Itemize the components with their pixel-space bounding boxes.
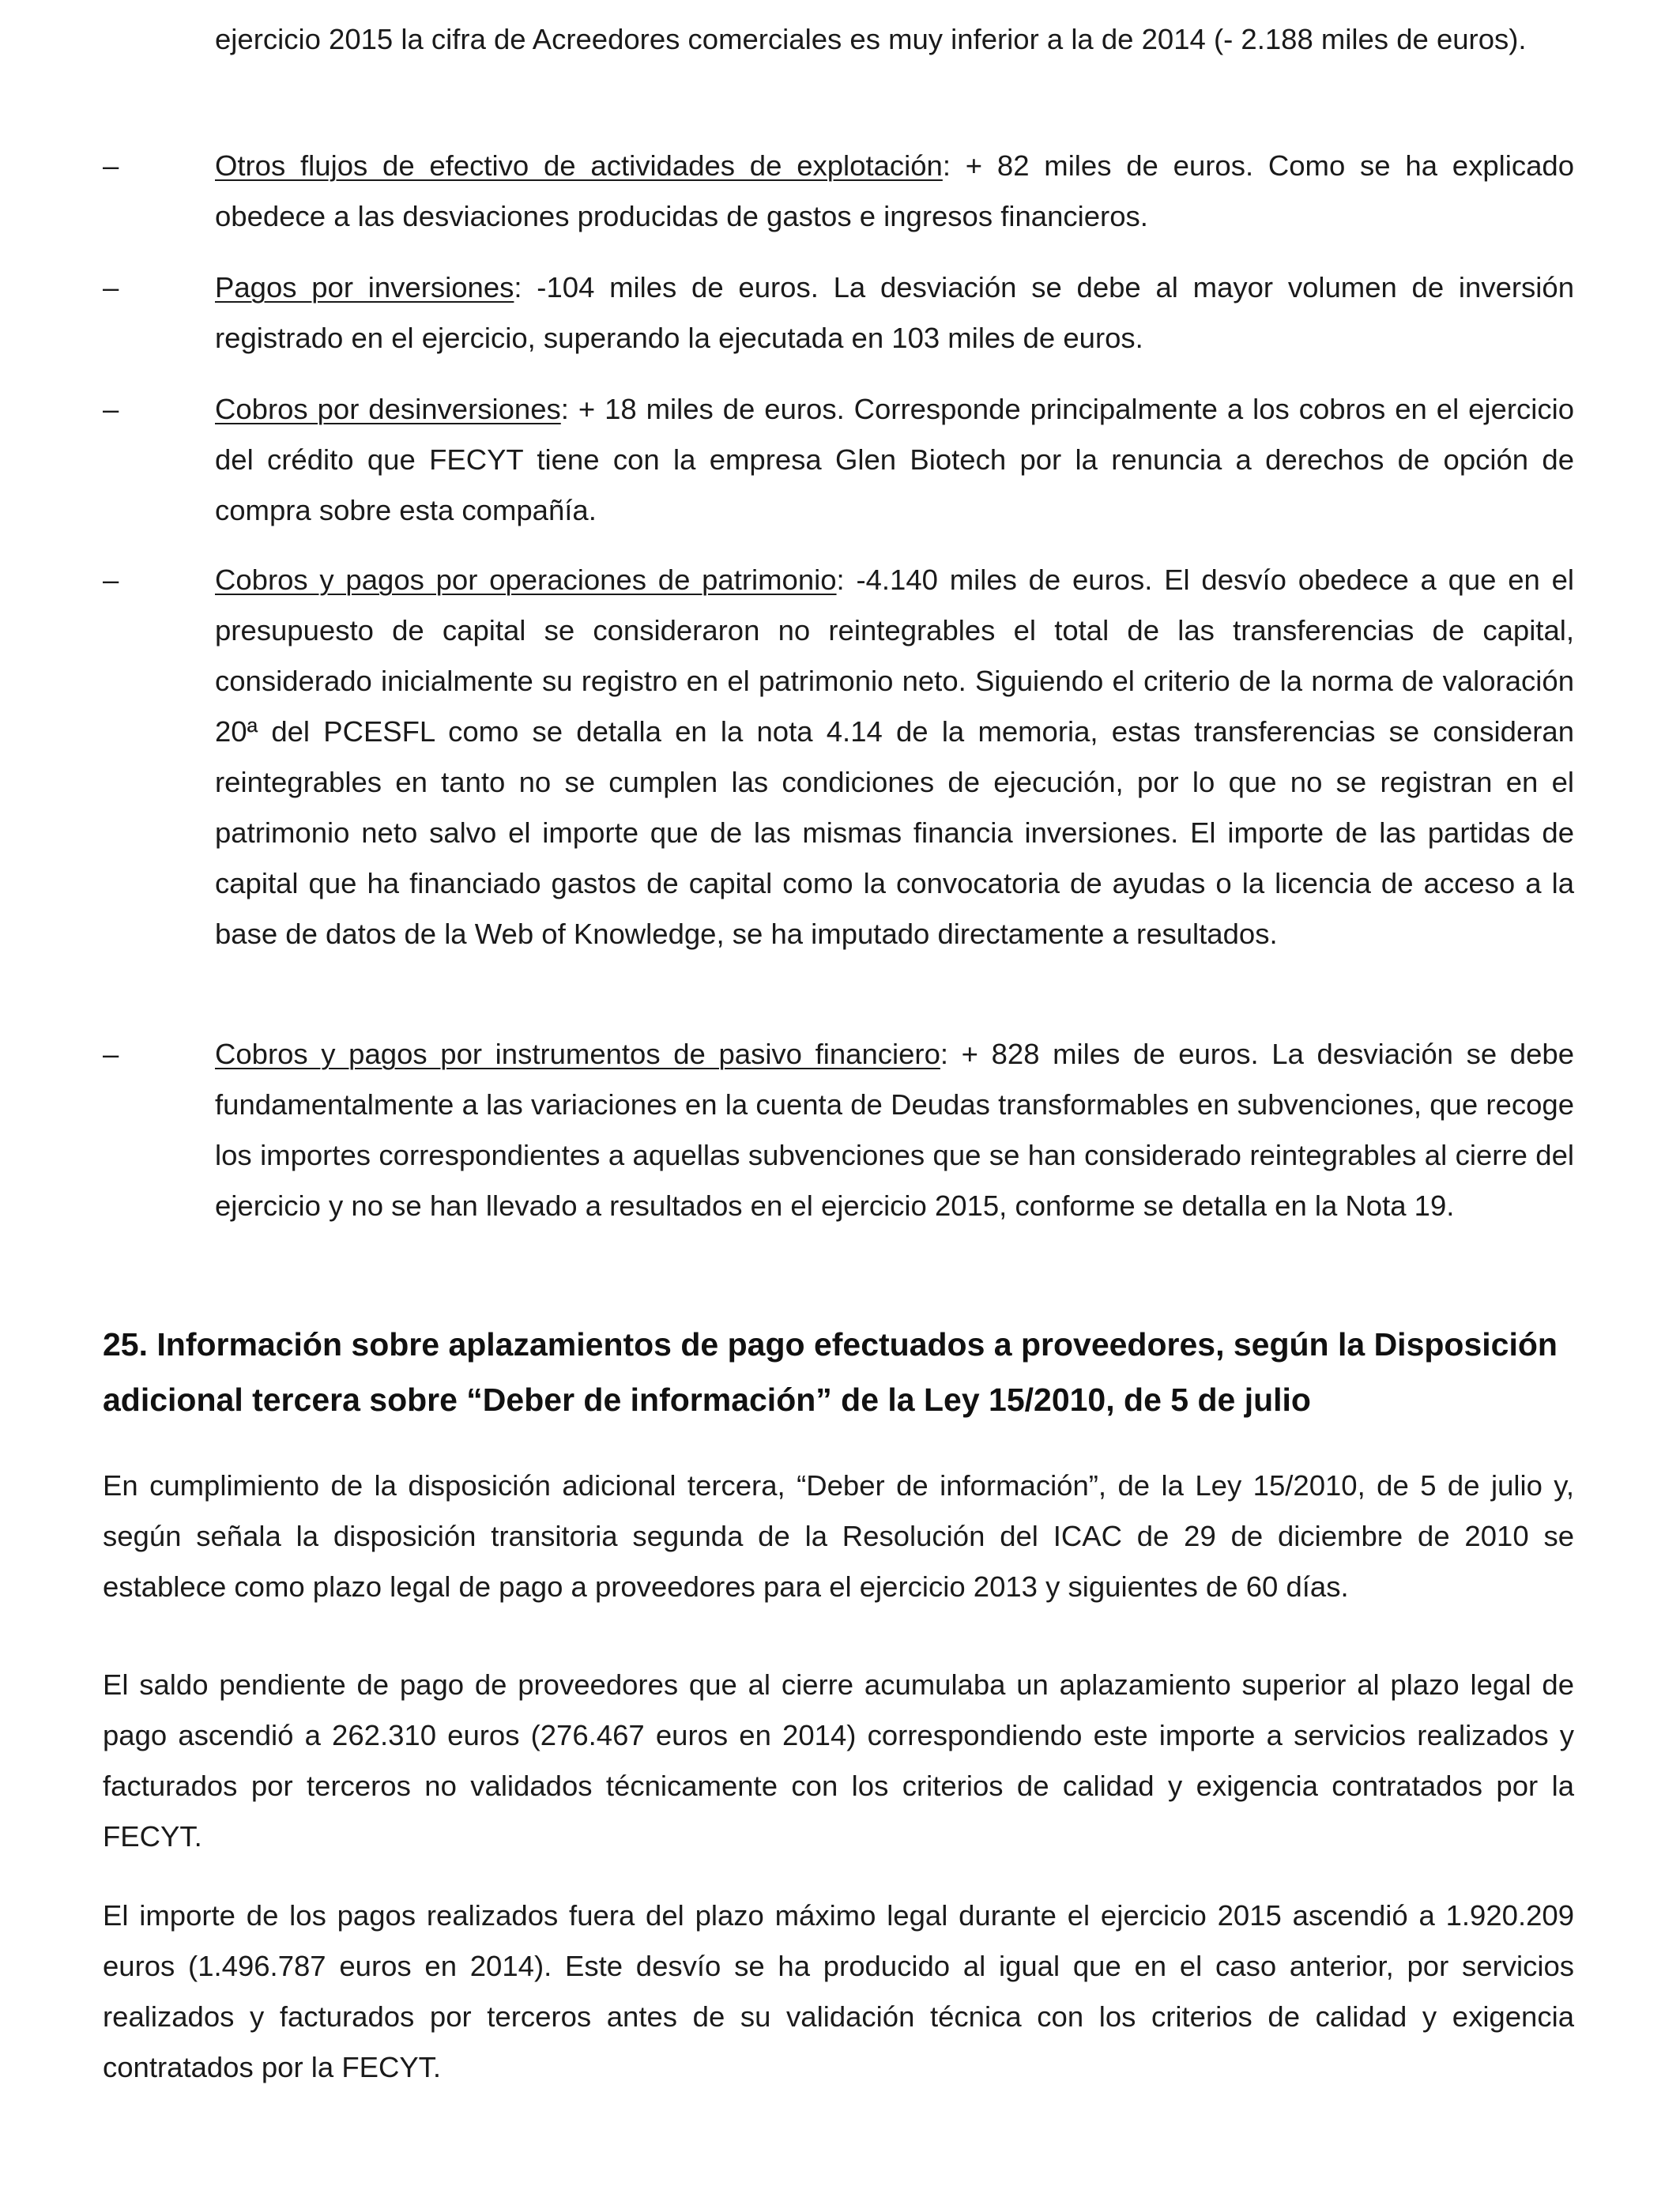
section-paragraph: En cumplimiento de la disposición adicional tercera, “Deber de información”, de la Ley 15/2010, de 5 de julio y, según señala la disposición transitoria segunda de la Resolución del ICAC de 29 de diciembre de 2010 se establece como plazo legal de pago a proveedores para el ejercicio 2013 y siguientes de 60 días. [103,1469,1574,1603]
list-dash: – [103,149,119,182]
list-item-body [215,262,1574,364]
section-heading: 25. Información sobre aplazamientos de pago efectuados a proveedores, según la Disposición adicional tercera sobre “Deber de información” de la Ley 15/2010, de 5 de julio [103,1326,1558,1418]
list-item-label: Pagos por inversiones [215,271,514,303]
list-dash: – [103,1038,119,1070]
list-item-text: : -4.140 miles de euros. El desvío obedece a que en el presupuesto de capital se consideraron no reintegrables el total de las transferencias de capital, considerado inicialmente su registro en el patrimonio neto. Siguiendo el criterio de la norma de valoración 20ª del PCESFL como se detalla en la nota 4.14 de la memoria, estas transferencias se consideran reintegrables en tanto no se cumplen las condiciones de ejecución, por lo que no se registran en el patrimonio neto salvo el importe que de las mismas financia inversiones. El importe de las partidas de capital que ha financiado gastos de capital como la convocatoria de ayudas o la licencia de acceso a la base de datos de la Web of Knowledge, se ha imputado directamente a resultados. [215,564,1574,950]
list-dash: – [103,393,119,425]
list-item-label: Cobros por desinversiones [215,393,561,425]
list-item-text: : -104 miles de euros. La desviación se debe al mayor volumen de inversión registrado en el ejercicio, superando la ejecutada en 103 miles de euros. [215,271,1574,354]
list-item-body [215,1029,1574,1231]
list-item-text: : + 82 miles de euros. Como se ha explicado obedece a las desviaciones producidas de gastos e ingresos financieros. [215,149,1574,232]
list-dash: – [103,271,119,303]
list-item-body [215,384,1574,536]
list-item-label: Cobros y pagos por instrumentos de pasivo financiero [215,1038,940,1070]
section-paragraph: El importe de los pagos realizados fuera del plazo máximo legal durante el ejercicio 2015 ascendió a 1.920.209 euros (1.496.787 euros en 2014). Este desvío se ha producido al igual que en el caso anterior, por servicios realizados y facturados por terceros antes de su validación técnica con los criterios de calidad y exigencia contratados por la FECYT. [103,1899,1574,2083]
list-item-label: Cobros y pagos por operaciones de patrimonio [215,564,837,596]
list-item-text: : + 18 miles de euros. Corresponde principalmente a los cobros en el ejercicio del crédito que FECYT tiene con la empresa Glen Biotech por la renuncia a derechos de opción de compra sobre esta compañía. [215,393,1574,526]
list-item-body [215,555,1574,959]
section-paragraph: El saldo pendiente de pago de proveedores que al cierre acumulaba un aplazamiento superior al plazo legal de pago ascendió a 262.310 euros (276.467 euros en 2014) correspondiendo este importe a servicios realizados y facturados por terceros no validados técnicamente con los criterios de calidad y exigencia contratados por la FECYT. [103,1668,1574,1853]
list-item-label: Otros flujos de efectivo de actividades de explotación [215,149,943,182]
list-dash: – [103,564,119,596]
continuation-text: ejercicio 2015 la cifra de Acreedores comerciales es muy inferior a la de 2014 (- 2.188 miles de euros). [215,23,1527,55]
list-item-body [215,141,1574,242]
list-item-text: : + 828 miles de euros. La desviación se debe fundamentalmente a las variaciones en la cuenta de Deudas transformables en subvenciones, que recoge los importes correspondientes a aquellas subvenciones que se han considerado reintegrables al cierre del ejercicio y no se han llevado a resultados en el ejercicio 2015, conforme se detalla en la Nota 19. [215,1038,1574,1222]
